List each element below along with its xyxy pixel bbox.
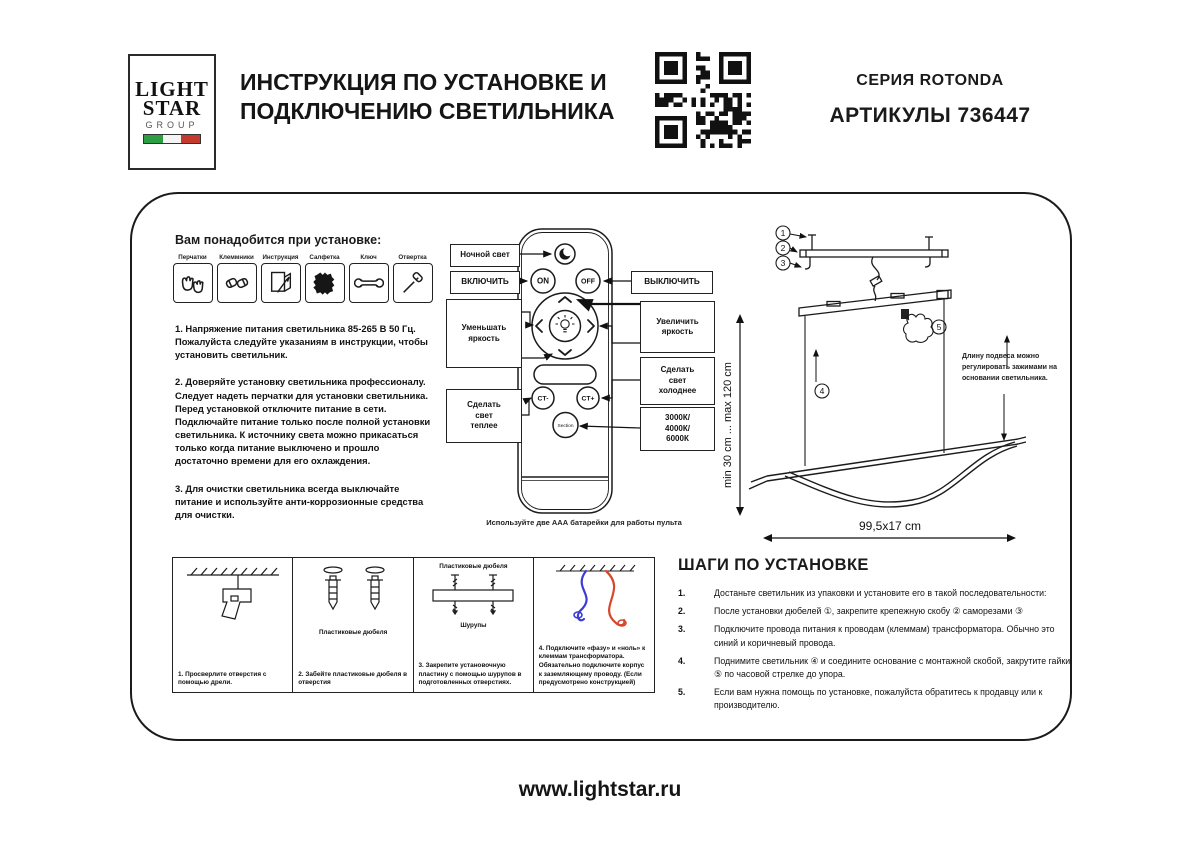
logo-flag [143,134,201,144]
panel-plate [413,557,535,693]
page-title [240,68,660,126]
dowels-label: Пластиковые дюбеля [319,629,388,636]
tool-label: Салфетка [309,254,340,261]
series-block [800,72,1060,128]
chevron-right-icon [588,320,594,332]
tool-screwdriver [392,254,433,303]
on-button-label: ON [537,276,549,286]
safety-notes [175,322,433,535]
tool-label: Перчатки [178,254,207,261]
website-url: www.lightstar.ru [518,778,682,801]
callout-3: 3 [780,258,786,268]
lightstar-logo [128,54,216,170]
turn-on-label-box [450,271,520,294]
chevron-left-icon [536,320,542,332]
logo-word-star: STAR [142,96,202,120]
ct-plus-label: CT+ [581,395,595,403]
color-temperature-label-box [640,407,715,451]
blank-button [534,365,596,384]
plate-dowels-label: Пластиковые дюбеля [439,563,508,570]
step-item [678,623,1078,649]
callout-2: 2 [780,243,786,253]
tool-napkin [304,254,345,303]
step-text: После установки дюбелей ①, закрепите крепежную скобу ② саморезами ③ [714,606,1023,617]
terminals-icon [217,263,257,303]
series-name: СЕРИЯ ROTONDA [856,72,1004,89]
flag-red-segment [181,135,200,143]
panel-caption: 2. Забейте пластиковые дюбеля в отверстия [298,670,408,687]
logo-word-group: GROUP [145,120,199,131]
step-text: Достаньте светильник из упаковки и установите его в такой последовательности: [714,588,1047,598]
screwdriver-icon [393,263,433,303]
steps-heading: ШАГИ ПО УСТАНОВКЕ [678,556,869,574]
horizontal-dimension-label: 99,5x17 cm [858,519,922,533]
step-text: Поднимите светильник ④ и соедините основание с монтажной скобой, закрутите гайки ⑤ по часовой стрелке до упора. [714,655,1071,679]
turn-off-label-box [631,271,713,294]
panel-dowels [292,557,414,693]
step-text: Если вам нужна помощь по установке, пожалуйста обратитесь к продавцу или к производителю. [714,687,1043,711]
drill-drawing [178,563,288,639]
remote-body [518,229,612,513]
turn-on-label: ВКЛЮЧИТЬ [461,277,509,287]
colder-light-label-box [640,357,715,405]
lamp-installation-diagram [715,210,1060,560]
panel-caption: 4. Подключите «фазу» и «ноль» к клеммам трансформатора. Обязательно подключите корпус к заземляющему проводу. (Если предусмотрено конструкцией) [538,644,646,687]
article-number: АРТИКУЛЫ 736447 [829,104,1031,127]
warmer-light-label: Сделать свет теплее [467,400,501,431]
blue-wire [578,571,587,620]
callout-5: 5 [936,322,942,332]
panel-wires [533,557,655,693]
color-temperature-label: 3000К/ 4000К/ 6000К [665,413,690,444]
step-item [678,686,1078,712]
colder-light-label: Сделать свет холоднее [658,365,697,396]
tool-label: Ключ [360,254,377,261]
note-2: 2. Доверяйте установку светильника профессионалу. Следует надеть перчатки для установки светильника. Перед установкой отключите питание в сети. Подключайте питание только после полной установки светильника. К источнику света можно прикасаться только когда питание выключено и прошло достаточно времени для его охлаждения. [175,376,431,467]
step-number: 2. [678,606,686,617]
bulb-icon [556,315,575,332]
note-1: 1. Напряжение питания светильника 85-265 В 50 Гц. Пожалуйста следуйте указаниям в инструкции, чтобы установить светильник. [175,323,428,361]
napkin-icon [305,263,345,303]
panel-caption: 1. Просверлите отверстия с помощью дрели. [178,670,267,687]
chevron-down-icon [559,350,571,355]
page-title-line1: ИНСТРУКЦИЯ ПО УСТАНОВКЕ И [240,69,607,95]
qr-code [655,52,751,148]
flag-white-segment [163,135,182,143]
callouts-123 [776,226,806,270]
step-item [678,587,1078,600]
tool-label: Клеммники [219,254,254,261]
section-label: Section [557,424,574,429]
step-text: Подключите провода питания к проводам (клеммам) трансформатора. Обычно это синий и коричневый провода. [714,624,1055,648]
lamp-base [799,290,951,466]
step-number: 3. [678,624,686,635]
increase-brightness-label-box [640,301,715,353]
plate-drawing [419,563,529,629]
panel-caption: 3. Закрепите установочную пластину с помощью шурупов в подготовленных отверстиях. [418,662,522,687]
turn-off-label: ВЫКЛЮЧИТЬ [644,277,700,287]
wrench-icon [349,263,389,303]
horizontal-dimension [763,519,1016,542]
step-item [678,605,1078,618]
tool-instruction [260,254,301,303]
step-number: 1. [678,588,686,598]
installation-steps [678,556,1078,718]
decrease-brightness-label-box [446,299,522,368]
step-number: 4. [678,655,686,666]
ceiling-bracket [800,235,948,301]
page-title-line2: ПОДКЛЮЧЕНИЮ СВЕТИЛЬНИКА [240,97,615,124]
battery-note: Используйте две ААА батарейки для работы пульта [486,518,682,527]
gloves-icon [173,263,213,303]
night-light-label-box [450,244,520,267]
step-item [678,655,1078,681]
decrease-brightness-label: Уменьшать яркость [461,323,507,343]
chevron-up-icon [559,297,571,302]
tool-terminals [216,254,257,303]
logo-word-light: LIGHT [135,76,209,101]
moon-icon [559,247,572,260]
tools-row [172,254,433,303]
ct-minus-label: CT- [537,395,549,403]
vertical-dimension-label: min 30 cm ... max 120 cm [722,362,734,488]
panel-drill [172,557,294,693]
vertical-dimension [722,314,744,516]
wires-drawing [539,563,649,637]
screws-label: Шурупы [460,622,487,629]
tool-gloves [172,254,213,303]
instruction-icon [261,263,301,303]
lamp-tube [749,437,1026,507]
dowels-drawing [298,563,408,636]
night-light-label: Ночной свет [460,250,510,260]
increase-brightness-label: Увеличить яркость [656,316,699,336]
suspension-length-note: Длину подвеса можно регулировать зажимами на основании светильника. [962,353,1058,382]
note-3: 3. Для очистки светильника всегда выключайте питание и используйте анти-коррозионные средства для очистки. [175,482,424,520]
tools-heading: Вам понадобится при установке: [175,233,382,247]
flag-green-segment [144,135,163,143]
hand-with-clamp [901,309,933,342]
callout-4: 4 [819,386,825,396]
warmer-light-label-box [446,389,522,443]
tool-label: Инструкция [262,254,299,261]
tool-label: Отвертка [398,254,427,261]
tool-wrench [348,254,389,303]
callout-1: 1 [780,228,786,238]
red-wire [606,571,624,625]
step-number: 5. [678,687,686,698]
installation-panels [172,557,653,693]
off-button-label: OFF [581,278,595,286]
